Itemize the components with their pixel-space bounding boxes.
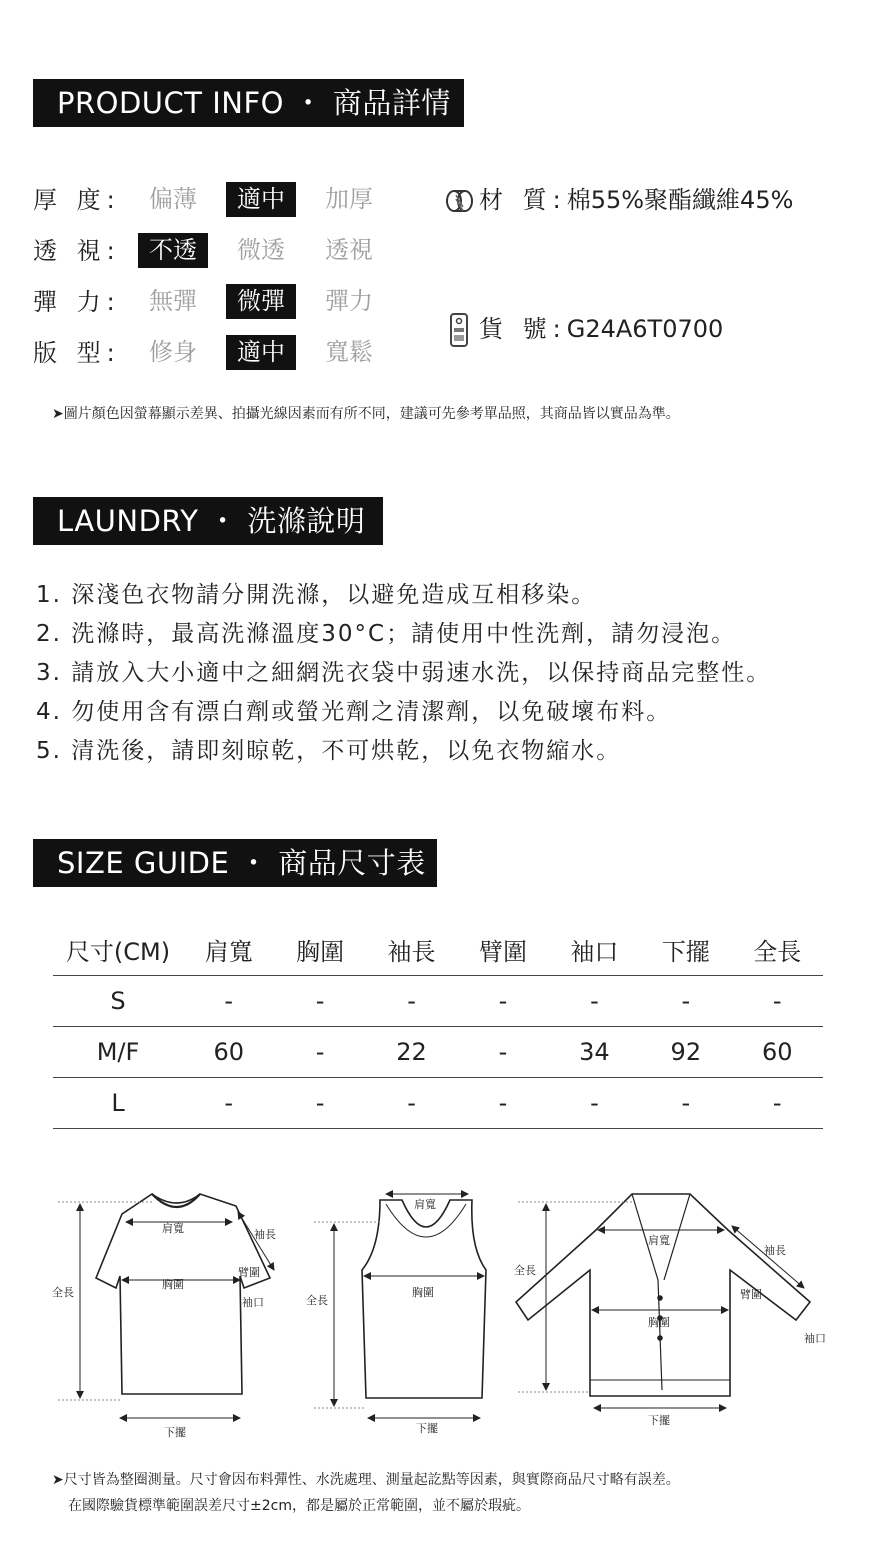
- table-cell: -: [640, 1077, 731, 1128]
- table-cell: -: [457, 1077, 548, 1128]
- laundry-header: LAUNDRY ・ 洗滌說明: [33, 497, 383, 545]
- color-disclaimer: ➤圖片顏色因螢幕顯示差異、拍攝光線因素而有所不同，建議可先參考單品照，其商品皆以實品為準。: [52, 406, 680, 422]
- diagram-label: 袖口: [242, 1296, 264, 1309]
- laundry-item: 2. 洗滌時，最高洗滌溫度30°C；請使用中性洗劑，請勿浸泡。: [36, 621, 737, 647]
- table-cell: 60: [183, 1026, 274, 1077]
- diagram-label: 袖口: [804, 1332, 826, 1345]
- diagram-label: 袖長: [254, 1228, 276, 1241]
- table-row: [53, 975, 823, 1026]
- laundry-item: 4. 勿使用含有漂白劑或螢光劑之清潔劑，以免破壞布料。: [36, 699, 672, 725]
- cardigan-diagram: [516, 1194, 810, 1408]
- table-row: [53, 1077, 823, 1128]
- table-cell: -: [732, 1077, 823, 1128]
- measurement-diagrams: [40, 1180, 840, 1445]
- attr-option: 寬鬆: [325, 338, 373, 366]
- table-cell: 22: [366, 1026, 457, 1077]
- attr-option-selected: 不透: [138, 233, 208, 268]
- table-cell: -: [457, 1026, 548, 1077]
- table-cell: 92: [640, 1026, 731, 1077]
- diagram-label: 肩寬: [162, 1222, 184, 1235]
- laundry-list: [36, 576, 771, 771]
- size-footnote-line: ➤尺寸皆為整圈測量。尺寸會因布料彈性、水洗處理、測量起訖點等因素，與實際商品尺寸略有誤差。: [52, 1472, 680, 1488]
- table-cell: -: [549, 1077, 640, 1128]
- diagram-label: 全長: [306, 1294, 328, 1307]
- diagram-label: 臂圍: [740, 1288, 762, 1301]
- size-cell: L: [53, 1077, 183, 1128]
- attr-option: 無彈: [149, 287, 197, 315]
- table-cell: -: [274, 1077, 365, 1128]
- table-row: [53, 1026, 823, 1077]
- size-guide-header: SIZE GUIDE ・ 商品尺寸表: [33, 839, 437, 887]
- material-spec: [441, 180, 793, 220]
- attr-label: 透 視:: [33, 237, 121, 265]
- column-header: 臂圍: [457, 925, 548, 975]
- attr-option-selected: 微彈: [226, 284, 296, 319]
- size-cell: S: [53, 975, 183, 1026]
- size-table: [53, 925, 823, 1129]
- size-table-header-row: [53, 925, 823, 975]
- diagram-label: 全長: [514, 1264, 536, 1277]
- diagram-label: 胸圍: [162, 1278, 184, 1291]
- tag-icon: [441, 312, 477, 348]
- diagram-label: 袖長: [764, 1244, 786, 1257]
- table-cell: -: [366, 975, 457, 1026]
- material-label: 材 質:: [479, 186, 567, 214]
- table-cell: -: [640, 975, 731, 1026]
- attr-option-selected: 適中: [226, 182, 296, 217]
- table-cell: -: [549, 975, 640, 1026]
- item-number-value: G24A6T0700: [566, 315, 724, 343]
- attr-label: 厚 度:: [33, 186, 121, 214]
- table-cell: -: [732, 975, 823, 1026]
- attr-label: 彈 力:: [33, 288, 121, 316]
- table-cell: -: [457, 975, 548, 1026]
- table-cell: 34: [549, 1026, 640, 1077]
- product-info-header: PRODUCT INFO ・ 商品詳情: [33, 79, 464, 127]
- attr-option-selected: 適中: [226, 335, 296, 370]
- thread-spool-icon: [441, 183, 477, 219]
- table-cell: -: [183, 1077, 274, 1128]
- column-header: 肩寬: [183, 925, 274, 975]
- diagram-label: 肩寬: [414, 1198, 436, 1211]
- table-cell: -: [274, 975, 365, 1026]
- size-cell: M/F: [53, 1026, 183, 1077]
- attr-option: 微透: [237, 236, 285, 264]
- column-header: 胸圍: [274, 925, 365, 975]
- laundry-item: 1. 深淺色衣物請分開洗滌，以避免造成互相移染。: [36, 582, 597, 608]
- laundry-item: 5. 清洗後，請即刻晾乾，不可烘乾，以免衣物縮水。: [36, 738, 622, 764]
- diagram-label: 肩寬: [648, 1234, 670, 1247]
- diagram-label: 全長: [52, 1286, 74, 1299]
- diagram-label: 臂圍: [238, 1266, 260, 1279]
- column-header: 全長: [732, 925, 823, 975]
- diagram-label: 下擺: [416, 1422, 438, 1435]
- size-footnote-line: 在國際驗貨標準範圍誤差尺寸±2cm，都是屬於正常範圍，並不屬於瑕疵。: [68, 1498, 530, 1514]
- column-header: 尺寸(CM): [53, 925, 183, 975]
- table-cell: -: [274, 1026, 365, 1077]
- item-number-label: 貨 號:: [479, 315, 567, 343]
- table-cell: 60: [732, 1026, 823, 1077]
- attr-option: 透視: [325, 236, 373, 264]
- attr-option: 加厚: [325, 185, 373, 213]
- column-header: 袖口: [549, 925, 640, 975]
- tank-top-diagram: [314, 1194, 486, 1418]
- attr-option: 彈力: [325, 287, 373, 315]
- diagram-label: 胸圍: [412, 1286, 434, 1299]
- table-cell: -: [183, 975, 274, 1026]
- diagram-label: 胸圍: [648, 1316, 670, 1329]
- size-footnote: [52, 1467, 680, 1519]
- column-header: 袖長: [366, 925, 457, 975]
- measurement-diagram-svg: [40, 1180, 840, 1445]
- attr-label: 版 型:: [33, 339, 121, 367]
- material-value: 棉55%聚酯纖維45%: [566, 186, 794, 214]
- attr-option: 修身: [149, 338, 197, 366]
- column-header: 下擺: [640, 925, 731, 975]
- attr-option: 偏薄: [149, 185, 197, 213]
- laundry-item: 3. 請放入大小適中之細網洗衣袋中弱速水洗，以保持商品完整性。: [36, 660, 772, 686]
- diagram-label: 下擺: [648, 1414, 670, 1427]
- diagram-label: 下擺: [164, 1426, 186, 1439]
- item-number-spec: [441, 309, 723, 349]
- table-cell: -: [366, 1077, 457, 1128]
